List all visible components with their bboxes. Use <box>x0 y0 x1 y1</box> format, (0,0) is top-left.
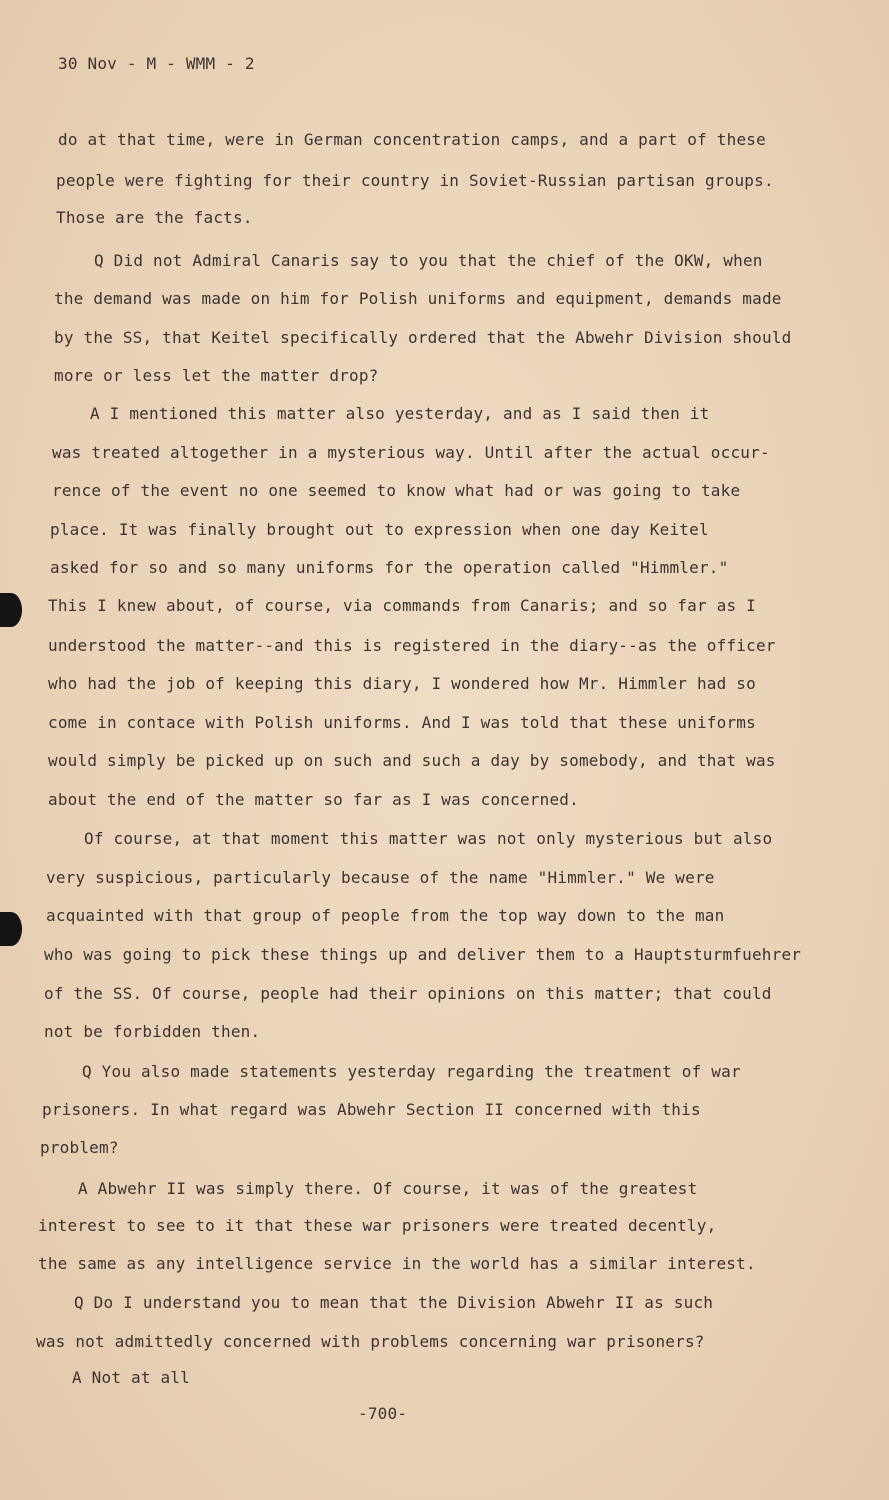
punch-hole <box>0 593 22 627</box>
text-line: was not admittedly concerned with problems concerning war prisoners? <box>36 1332 705 1351</box>
text-line: would simply be picked up on such and such a day by somebody, and that was <box>48 751 776 770</box>
text-line: Those are the facts. <box>56 208 253 227</box>
text-line: do at that time, were in German concentration camps, and a part of these <box>58 130 766 149</box>
text-line: A Abwehr II was simply there. Of course, it was of the greatest <box>78 1179 698 1198</box>
punch-hole <box>0 912 22 946</box>
text-line: very suspicious, particularly because of the name "Himmler." We were <box>46 868 715 887</box>
text-line: was treated altogether in a mysterious way. Until after the actual occur- <box>52 443 770 462</box>
text-line: by the SS, that Keitel specifically ordered that the Abwehr Division should <box>54 328 792 347</box>
text-line: rence of the event no one seemed to know what had or was going to take <box>52 481 741 500</box>
text-line: Q Do I understand you to mean that the Division Abwehr II as such <box>74 1293 714 1312</box>
text-line: come in contace with Polish uniforms. And I was told that these uniforms <box>48 713 756 732</box>
text-line: Of course, at that moment this matter was not only mysterious but also <box>84 829 773 848</box>
text-line: problem? <box>40 1138 119 1157</box>
text-line: Q You also made statements yesterday regarding the treatment of war <box>82 1062 741 1081</box>
text-line: Q Did not Admiral Canaris say to you that the chief of the OKW, when <box>94 251 763 270</box>
text-line: interest to see to it that these war prisoners were treated decently, <box>38 1216 717 1235</box>
text-line: prisoners. In what regard was Abwehr Section II concerned with this <box>42 1100 701 1119</box>
text-line: the same as any intelligence service in the world has a similar interest. <box>38 1254 756 1273</box>
page-number: -700- <box>358 1404 408 1423</box>
text-line: understood the matter--and this is registered in the diary--as the officer <box>48 636 776 655</box>
text-line: This I knew about, of course, via commands from Canaris; and so far as I <box>48 596 756 615</box>
text-line: people were fighting for their country in Soviet-Russian partisan groups. <box>56 171 774 190</box>
text-line: asked for so and so many uniforms for the operation called "Himmler." <box>50 558 729 577</box>
text-line: who was going to pick these things up and deliver them to a Hauptsturmfuehrer <box>44 945 802 964</box>
text-line: the demand was made on him for Polish uniforms and equipment, demands made <box>54 289 782 308</box>
text-line: not be forbidden then. <box>44 1022 261 1041</box>
text-line: acquainted with that group of people from the top way down to the man <box>46 906 725 925</box>
page-header: 30 Nov - M - WMM - 2 <box>58 54 255 73</box>
text-line: about the end of the matter so far as I was concerned. <box>48 790 579 809</box>
text-line: place. It was finally brought out to expression when one day Keitel <box>50 520 709 539</box>
text-line: A I mentioned this matter also yesterday, and as I said then it <box>90 404 710 423</box>
text-line: of the SS. Of course, people had their opinions on this matter; that could <box>44 984 772 1003</box>
text-line: who had the job of keeping this diary, I wondered how Mr. Himmler had so <box>48 674 756 693</box>
text-line: more or less let the matter drop? <box>54 366 379 385</box>
text-line: A Not at all <box>72 1368 190 1387</box>
